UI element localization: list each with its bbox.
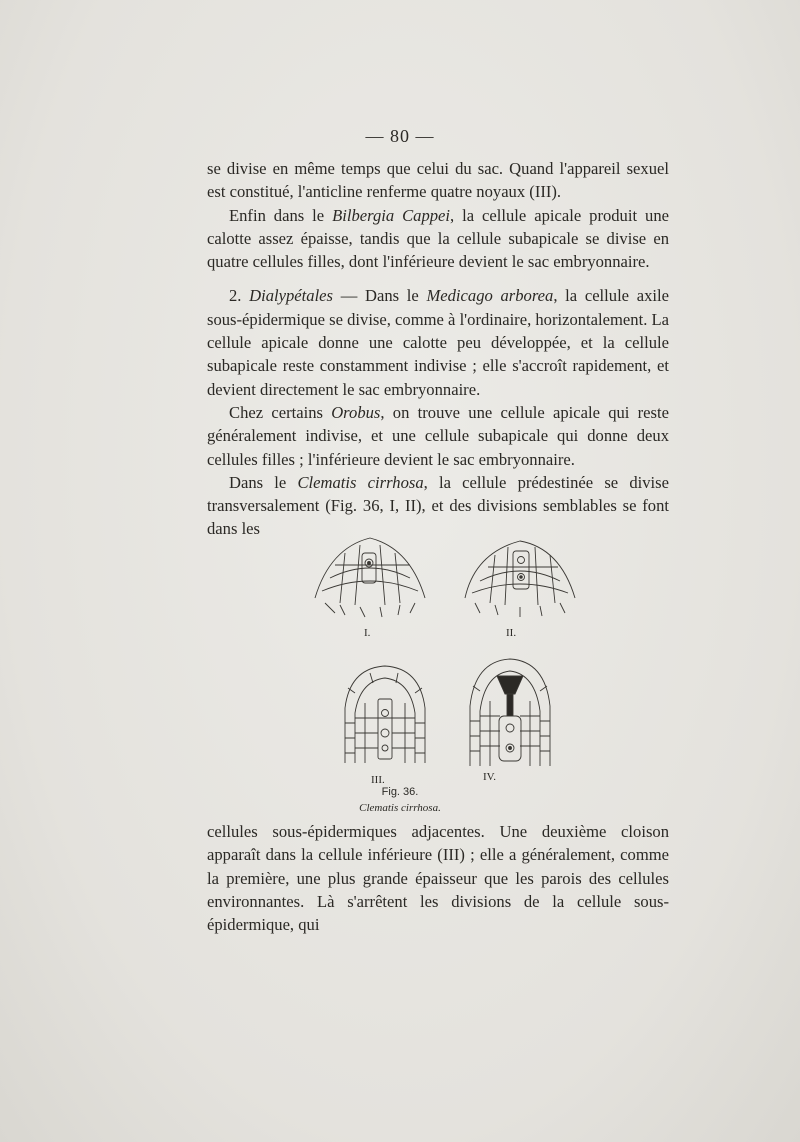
figure-label-iv: IV. [483,771,496,783]
paragraph-3: 2. Dialypétales — Dans le Medicago arborea, la cellule axile sous-épidermique se divise, comme à l'ordinaire, horizontalement. La cellule apicale donne une calotte peu développée, et la cellule subapicale reste constamment indivise ; elle s'accroît rapidement, et devient directement le sac embryonnaire. [207,286,669,399]
figure-label-i: I. [364,627,371,639]
figure-label-iii: III. [371,774,385,786]
paragraph-4: Chez certains Orobus, on trouve une cellule apicale qui reste généralement indivise, et une cellule subapicale qui donne deux cellules filles ; l'inférieure devient le sac embryonnaire. [207,402,669,469]
paragraph-6: cellules sous-épidermiques adjacentes. Une deuxième cloison apparaît dans la cellule inférieure (III) ; elle a généralement, comme la première, une plus grande épaisseur que les parois des cellules environnantes. Là s'arrêtent les divisions de la cellule sous-épidermique, qui [207,822,669,935]
drawing-iii [345,666,425,763]
drawing-i [315,538,425,617]
cell-drawings [300,528,600,813]
text-block-bottom [207,820,669,936]
figure-36 [300,528,600,813]
page-number: — 80 — [365,126,435,146]
paragraph-2: Enfin dans le Bilbergia Cappei, la cellule apicale produit une calotte assez épaisse, tandis que la cellule subapicale se divise en quatre cellules filles, dont l'inférieure devient le sac embryonnaire. [207,205,669,272]
drawing-iv [470,659,550,766]
figure-label-ii: II. [506,627,517,639]
paragraph-5: Dans le Clematis cirrhosa, la cellule prédestinée se divise transversalement (Fig. 36, I, II), et des divisions semblables se font dans les [207,472,669,539]
figure-caption: Clematis cirrhosa. [359,802,441,814]
paragraph-1: se divise en même temps que celui du sac. Quand l'appareil sexuel est constitué, l'anticline renferme quatre noyaux (III). [207,159,669,202]
text-block-top [207,157,669,541]
figure-number: Fig. 36. [381,786,419,798]
drawing-ii [465,541,575,617]
